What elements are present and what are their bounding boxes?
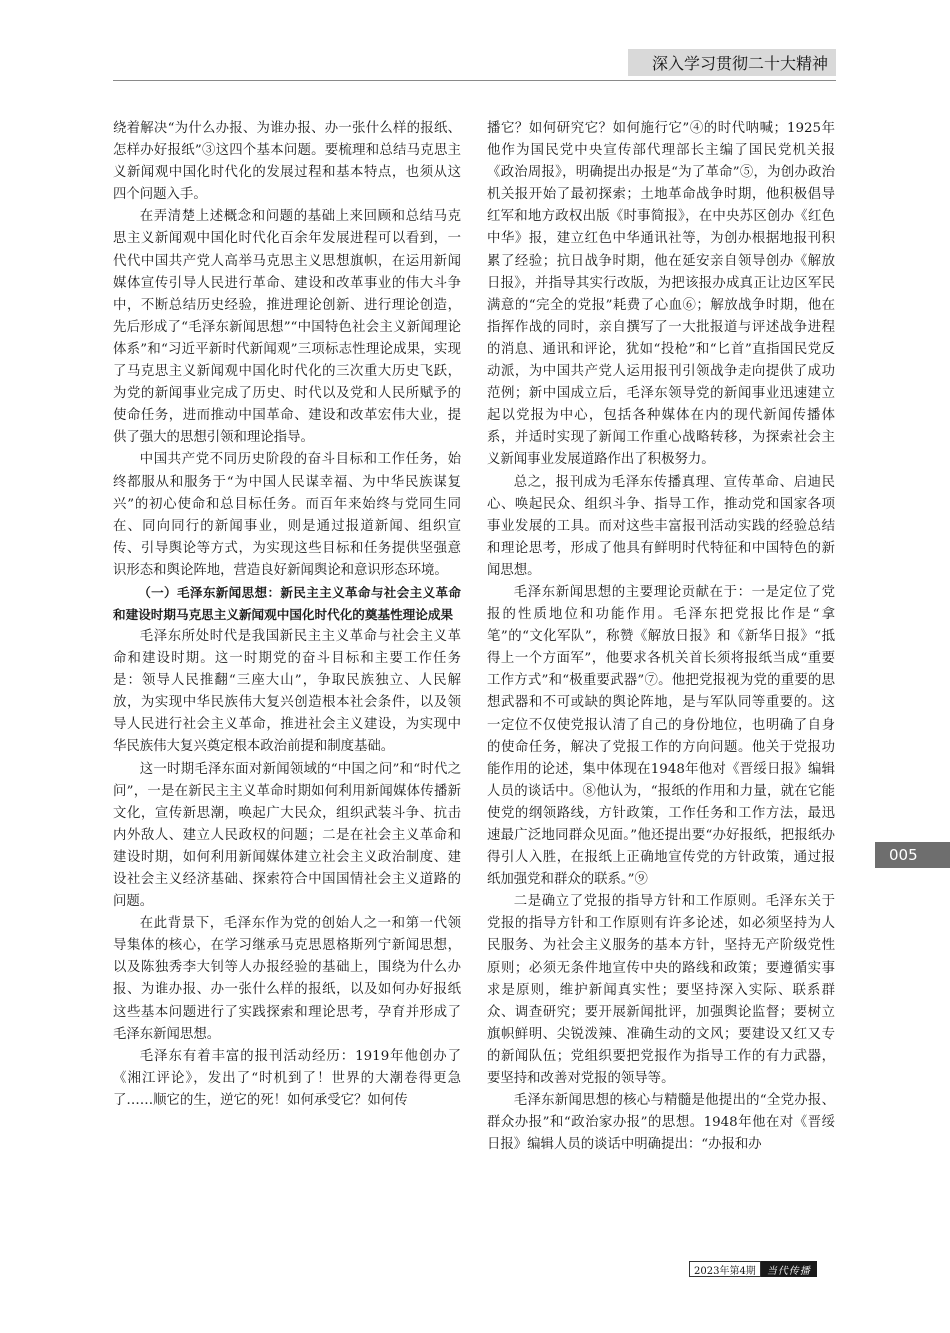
section-subheading: （一）毛泽东新闻思想：新民主主义革命与社会主义革命和建设时期马克思主义新闻观中国化时代化的奠基性理论成果	[113, 584, 461, 622]
paragraph: 二是确立了党报的指导方针和工作原则。毛泽东关于党报的指导方针和工作原则有许多论述，如必须坚持为人民服务、为社会主义服务的基本方针，坚持无产阶级党性原则；必须无条件地宣传中央的路线和政策；要遵循实事求是原则，维护新闻真实性；要坚持深入实际、联系群众、调查研究；要开展新闻批评，加强舆论监督；要树立旗帜鲜明、尖锐泼辣、准确生动的文风；要建设又红又专的新闻队伍；党组织要把党报作为指导工作的有力武器，要坚持和改善对党报的领导等。	[487, 894, 835, 1087]
footer	[689, 1261, 817, 1277]
paragraph: 在此背景下，毛泽东作为党的创始人之一和第一代领导集体的核心，在学习继承马克思恩格斯列宁新闻思想，以及陈独秀李大钊等人办报经验的基础上，围绕为什么办报、为谁办报、办一张什么样的报纸，以及如何办好报纸这些基本问题进行了实践探索和理论思考，孕育并形成了毛泽东新闻思想。	[113, 916, 461, 1042]
section-header-band	[628, 49, 836, 76]
paragraph: 毛泽东新闻思想的主要理论贡献在于：一是定位了党报的性质地位和功能作用。毛泽东把党报比作是“拿笔”的“文化军队”，称赞《解放日报》和《新华日报》“抵得上一个方面军”，他要求各机关首长须将报纸当成“重要工作方式”和“极重要武器”⑦。他把党报视为党的重要的思想武器和不可或缺的舆论阵地，是与军队同等重要的。这一定位不仅使党报认清了自己的身份地位，也明确了自身的使命任务，解决了党报工作的方向问题。他关于党报功能作用的论述，集中体现在1948年他对《晋绥日报》编辑人员的谈话中。⑧他认为，“报纸的作用和力量，就在它能使党的纲领路线，方针政策，工作任务和工作方法，最迅速最广泛地同群众见面。”他还提出要“办好报纸，把报纸办得引人入胜，在报纸上正确地宣传党的方针政策，通过报纸加强党和群众的联系。”⑨	[487, 584, 835, 888]
paragraph: 毛泽东新闻思想的核心与精髓是他提出的“全党办报、群众办报”和“政治家办报”的思想。1948年他在对《晋绥日报》编辑人员的谈话中明确提出：“办报和办	[487, 1093, 835, 1153]
paragraph: 毛泽东所处时代是我国新民主主义革命与社会主义革命和建设时期。这一时期党的奋斗目标和主要工作任务是：领导人民推翻“三座大山”，争取民族独立、人民解放，为实现中华民族伟大复兴创造根本社会条件，以及领导人民进行社会主义革命，推进社会主义建设，为实现中华民族伟大复兴奠定根本政治前提和制度基础。	[113, 628, 461, 755]
issue-label: 2023年第4期	[689, 1261, 761, 1277]
paragraph: 这一时期毛泽东面对新闻领域的“中国之问”和“时代之问”，一是在新民主主义革命时期如何利用新闻媒体传播新文化，宣传新思潮，唤起广大民众，组织武装斗争、抗击内外敌人、建立人民政权的问题；二是在社会主义革命和建设时期，如何利用新闻媒体建立社会主义政治制度、建设社会主义经济基础、探索符合中国国情社会主义道路的问题。	[113, 761, 461, 910]
header-rule	[113, 80, 836, 81]
journal-logo: 当代传播	[761, 1261, 817, 1277]
paragraph: 在弄清楚上述概念和问题的基础上来回顾和总结马克思主义新闻观中国化时代化百余年发展进程可以看到，一代代中国共产党人高举马克思主义思想旗帜，在运用新闻媒体宣传引导人民进行革命、建设和改革事业的伟大斗争中，不断总结历史经验，推进理论创新、进行理论创造，先后形成了“毛泽东新闻思想”“中国特色社会主义新闻理论体系”和“习近平新时代新闻观”三项标志性理论成果，实现了马克思主义新闻观中国化时代化的三次重大历史飞跃，为党的新闻事业完成了历史、时代以及党和人民所赋予的使命任务，进而推动中国革命、建设和改革宏伟大业，提供了强大的思想引领和理论指导。	[113, 209, 461, 446]
paragraph: 中国共产党不同历史阶段的奋斗目标和工作任务，始终都服从和服务于“为中国人民谋幸福、为中华民族谋复兴”的初心使命和总目标任务。而百年来始终与党同生同在、同向同行的新闻事业，则是通过报道新闻、组织宣传、引导舆论等方式，为实现这些目标和任务提供坚强意识形态和舆论阵地，营造良好新闻舆论和意识形态环境。	[113, 452, 461, 578]
page-number-tab	[875, 842, 950, 868]
left-column	[113, 118, 461, 1112]
paragraph: 总之，报刊成为毛泽东传播真理、宣传革命、启迪民心、唤起民众、组织斗争、指导工作，推动党和国家各项事业发展的工具。而对这些丰富报刊活动实践的经验总结和理论思考，形成了他具有鲜明时代特征和中国特色的新闻思想。	[487, 474, 835, 578]
page-number: 005	[889, 846, 918, 864]
paragraph: 绕着解决“为什么办报、为谁办报、办一张什么样的报纸、怎样办好报纸”③这四个基本问题。要梳理和总结马克思主义新闻观中国化时代化的发展过程和基本特点，也须从这四个问题入手。	[113, 121, 461, 203]
paragraph: 播它？如何研究它？如何施行它”④的时代呐喊；1925年他作为国民党中央宣传部代理部长主编了国民党机关报《政治周报》，明确提出办报是“为了革命”⑤，为创办政治机关报开始了最初探索；土地革命战争时期，他积极倡导红军和地方政权出版《时事简报》，在中央苏区创办《红色中华》报，建立红色中华通讯社等，为创办根据地报刊积累了经验；抗日战争时期，他在延安亲自领导创办《解放日报》，并指导其实行改版，为把该报办成真正让边区军民满意的“完全的党报”耗费了心血⑥；解放战争时期，他在指挥作战的同时，亲自撰写了一大批报道与评述战争进程的消息、通讯和评论，犹如“投枪”和“匕首”直指国民党反动派，为中国共产党人运用报刊引领战争走向提供了成功范例；新中国成立后，毛泽东领导党的新闻事业迅速建立起以党报为中心，包括各种媒体在内的现代新闻传播体系，并适时实现了新闻工作重心战略转移，为探索社会主义新闻事业发展道路作出了积极努力。	[487, 121, 835, 468]
section-title: 深入学习贯彻二十大精神	[651, 54, 828, 73]
paragraph: 毛泽东有着丰富的报刊活动经历：1919年他创办了《湘江评论》，发出了“时机到了！世界的大潮卷得更急了……顺它的生，逆它的死！如何承受它？如何传	[113, 1048, 461, 1108]
right-column	[487, 118, 835, 1156]
